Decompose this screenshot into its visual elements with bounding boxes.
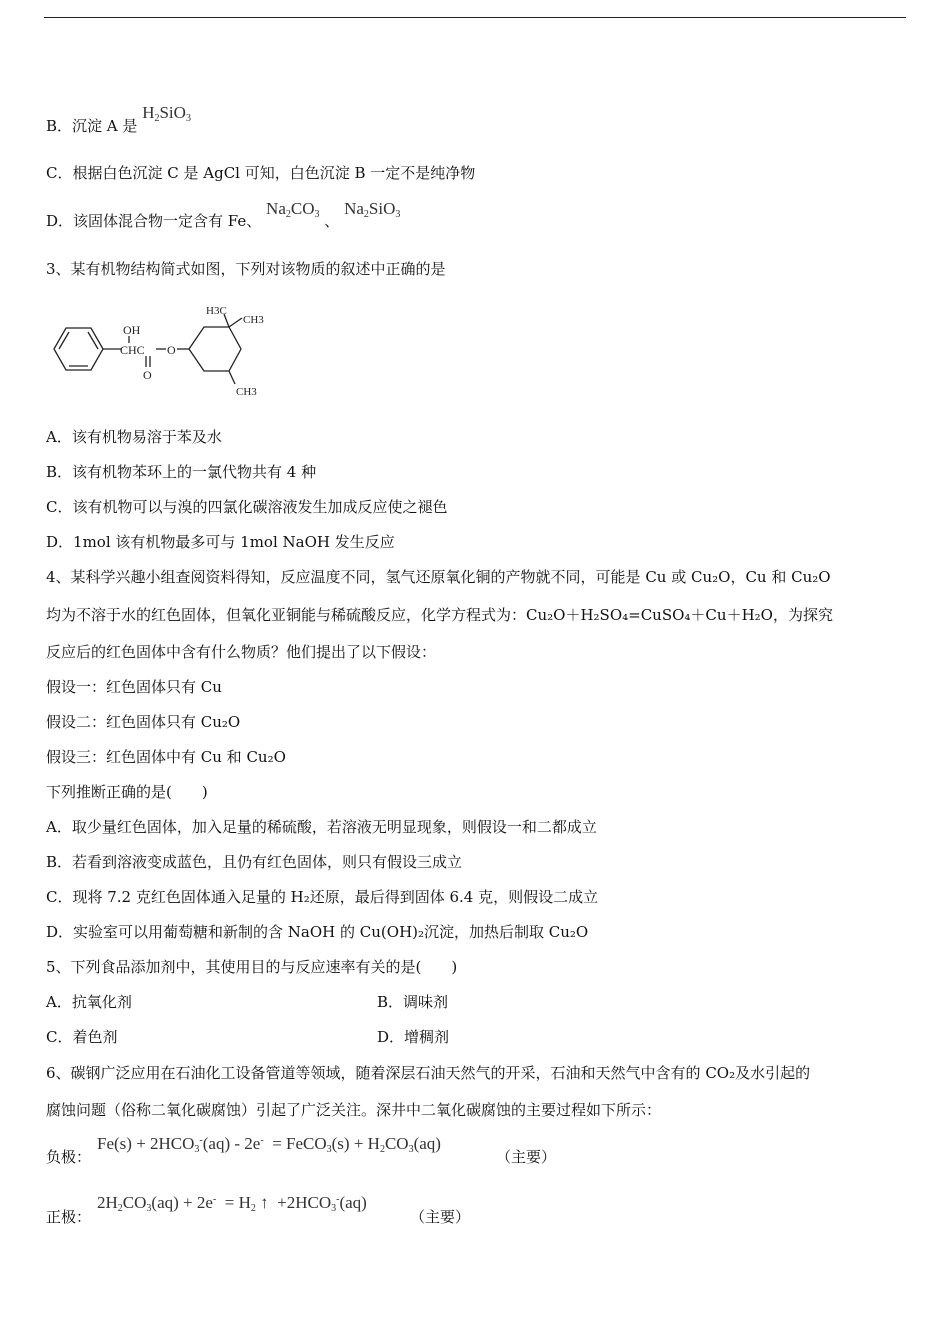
q4-stem-line-1: 4、某科学兴趣小组查阅资料得知，反应温度不同，氢气还原氧化铜的产物就不同，可能是 Cu 或 Cu₂O，Cu 和 Cu₂O [46,568,831,586]
q5-option-a: A．抗氧化剂 [46,993,132,1011]
q3-option-a: A．该有机物易溶于苯及水 [46,428,222,446]
label-oh: OH [123,323,141,337]
q3-option-c: C．该有机物可以与溴的四氯化碳溶液发生加成反应使之褪色 [46,498,448,516]
q2-option-b [46,103,191,142]
q4-hypothesis-1: 假设一：红色固体只有 Cu [46,678,222,696]
q6-stem-line-1: 6、碳钢广泛应用在石油化工设备管道等领域，随着深层石油天然气的开采，石油和天然气中含有的 CO₂及水引起的 [46,1064,811,1082]
cyclohexane-ring [189,327,241,371]
q2-option-d-separator: 、 [324,212,340,230]
q4-hypothesis-2: 假设二：红色固体只有 Cu₂O [46,713,241,731]
q2-option-d-formula-2: $Na_2SiO_3$ [344,199,401,220]
q4-ask: 下列推断正确的是( ) [46,783,208,801]
q4-option-d: D．实验室可以用葡萄糖和新制的含 NaOH 的 Cu(OH)₂沉淀，加热后制取 Cu₂O [46,923,589,941]
q6-negative-equation: $Fe(s) + 2HCO_3^-(aq) - 2e^-$ = FeCO$_3$(s) + $H_2CO_3(aq)$ [97,1134,441,1155]
q5-stem: 5、下列食品添加剂中，其使用目的与反应速率有关的是( ) [46,958,458,976]
label-chc: CHC [120,343,145,357]
label-o-bridge: O [167,343,176,357]
q2-option-d-text: D．该固体混合物一定含有 Fe、 [46,212,262,230]
q2-option-d-formula-1: $Na_2CO_3$ [266,199,320,220]
label-ch3-top: CH3 [243,314,264,326]
q4-option-c: C．现将 7.2 克红色固体通入足量的 H₂还原，最后得到固体 6.4 克，则假设二成立 [46,888,599,906]
q2-option-b-text: B．沉淀 A 是 [46,117,138,135]
q6-positive-note: （主要） [410,1208,471,1226]
q5-option-b: B．调味剂 [377,993,449,1011]
q4-hypothesis-3: 假设三：红色固体中有 Cu 和 Cu₂O [46,748,286,766]
q4-option-b: B．若看到溶液变成蓝色，且仍有红色固体，则只有假设三成立 [46,853,463,871]
label-ch3-bottom: CH3 [236,386,257,398]
header-rule [44,17,906,18]
q4-option-a: A．取少量红色固体，加入足量的稀硫酸，若溶液无明显现象，则假设一和二都成立 [46,818,597,836]
q2-option-b-formula: $H_2SiO_3$ [142,103,191,124]
q3-option-b: B．该有机物苯环上的一氯代物共有 4 种 [46,463,317,481]
q3-stem: 3、某有机物结构简式如图，下列对该物质的叙述中正确的是 [46,260,446,278]
label-h3c: H3C [206,305,227,317]
q6-negative-label: 负极： [46,1148,92,1166]
q4-stem-line-3: 反应后的红色固体中含有什么物质？他们提出了以下假设： [46,643,437,661]
q3-option-d: D．1mol 该有机物最多可与 1mol NaOH 发生反应 [46,533,395,551]
label-o-double: O [143,368,152,382]
q2-option-d [46,199,401,237]
q4-stem-line-2: 均为不溶于水的红色固体，但氧化亚铜能与稀硫酸反应，化学方程式为：Cu₂O＋H₂SO₄=CuSO₄＋Cu＋H₂O，为探究 [46,606,833,624]
q5-option-c: C．着色剂 [46,1028,118,1046]
benzene-ring [54,328,103,370]
q2-option-c: C．根据白色沉淀 C 是 AgCl 可知，白色沉淀 B 一定不是纯净物 [46,164,476,182]
q5-option-d: D．增稠剂 [377,1028,450,1046]
q6-negative-note: （主要） [496,1148,557,1166]
q6-stem-line-2: 腐蚀问题（俗称二氧化碳腐蚀）引起了广泛关注。深井中二氧化碳腐蚀的主要过程如下所示： [46,1101,662,1119]
q6-positive-equation: $2H_2CO_3(aq) + 2e^- = H_2$ ↑ $+2HCO_3^-(aq)$ [97,1193,367,1214]
q3-structure-diagram [46,300,286,405]
q6-positive-label: 正极： [46,1208,92,1226]
